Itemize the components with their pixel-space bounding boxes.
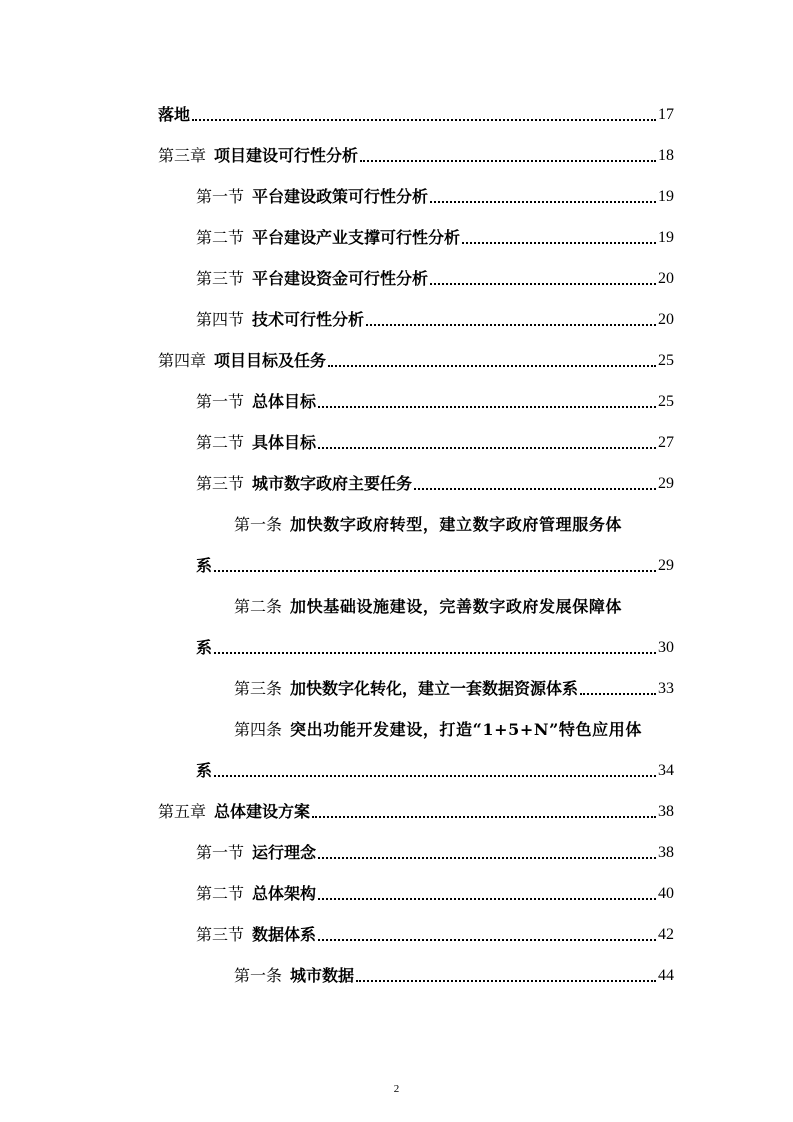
toc-entry-page: 19: [658, 188, 674, 205]
toc-entry[interactable]: [158, 867, 674, 908]
toc-dot-leader: [328, 365, 656, 367]
toc-entry-title: 系: [196, 556, 213, 575]
toc-dot-leader: [318, 898, 656, 900]
toc-entry-page: 42: [658, 926, 674, 943]
toc-entry-title: 平台建设资金可行性分析: [252, 269, 429, 288]
toc-dot-leader: [360, 160, 656, 162]
toc-dot-leader: [366, 324, 656, 326]
toc-entry[interactable]: [158, 539, 674, 580]
toc-entry-number: 第三章: [158, 146, 207, 165]
toc-entry[interactable]: [158, 908, 674, 949]
toc-entry[interactable]: [158, 580, 674, 621]
toc-entry[interactable]: [158, 703, 674, 744]
toc-entry-label: [158, 105, 190, 125]
toc-entry-page: 20: [658, 270, 674, 287]
toc-entry-number: 第二节: [196, 433, 245, 452]
toc-entry-label: [196, 228, 460, 248]
toc-entry-page: 40: [658, 885, 674, 902]
toc-entry-number: 第一条: [234, 515, 283, 534]
toc-entry[interactable]: [158, 416, 674, 457]
toc-entry[interactable]: [158, 785, 674, 826]
toc-entry-title: 加快数字化转化，建立一套数据资源体系: [290, 679, 579, 698]
toc-entry-page: 25: [658, 352, 674, 369]
toc-entry[interactable]: [158, 211, 674, 252]
toc-entry[interactable]: [158, 457, 674, 498]
toc-entry-page: 29: [658, 557, 674, 574]
toc-entry-title: 城市数字政府主要任务: [252, 474, 413, 493]
toc-entry[interactable]: [158, 621, 674, 662]
toc-entry-title: 突出功能开发建设，打造“1+5+N”特色应用体: [290, 720, 642, 739]
toc-dot-leader: [312, 816, 656, 818]
toc-entry-title: 城市数据: [290, 966, 355, 985]
toc-entry-label: [196, 269, 428, 289]
toc-entry-page: 18: [658, 147, 674, 164]
toc-dot-leader: [318, 939, 656, 941]
toc-entry[interactable]: [158, 744, 674, 785]
toc-entry-title: 总体建设方案: [214, 802, 311, 821]
toc-entry-page: 20: [658, 311, 674, 328]
toc-entry-label: [196, 884, 316, 904]
toc-dot-leader: [356, 980, 656, 982]
toc-entry[interactable]: [158, 252, 674, 293]
toc-entry-title: 数据体系: [252, 925, 317, 944]
toc-entry-number: 第二条: [234, 597, 283, 616]
toc-entry-title: 落地: [158, 105, 191, 124]
toc-entry-label: [234, 515, 622, 535]
toc-entry-label: [234, 720, 642, 740]
toc-entry-page: 44: [658, 967, 674, 984]
toc-entry-title: 平台建设产业支撑可行性分析: [252, 228, 461, 247]
toc-entry-title: 技术可行性分析: [252, 310, 365, 329]
toc-entry-label: [158, 351, 326, 371]
toc-entry-number: 第四章: [158, 351, 207, 370]
toc-entry-title: 项目目标及任务: [214, 351, 327, 370]
toc-entry-label: [158, 146, 358, 166]
toc-dot-leader: [214, 652, 656, 654]
toc-entry-label: [196, 310, 364, 330]
toc-entry-title: 系: [196, 761, 213, 780]
toc-entry[interactable]: [158, 170, 674, 211]
toc-entry-label: [234, 966, 354, 986]
toc-entry-page: 33: [658, 680, 674, 697]
toc-entry-page: 25: [658, 393, 674, 410]
toc-entry-number: 第一节: [196, 187, 245, 206]
table-of-contents: [158, 88, 674, 990]
toc-dot-leader: [318, 857, 656, 859]
toc-entry-number: 第一节: [196, 843, 245, 862]
toc-entry-label: [196, 556, 212, 576]
toc-dot-leader: [318, 447, 656, 449]
toc-entry[interactable]: [158, 498, 674, 539]
toc-entry[interactable]: [158, 949, 674, 990]
toc-dot-leader: [214, 570, 656, 572]
toc-entry[interactable]: [158, 662, 674, 703]
toc-entry-page: 29: [658, 475, 674, 492]
toc-entry-number: 第一条: [234, 966, 283, 985]
toc-entry-title: 运行理念: [252, 843, 317, 862]
toc-entry-title: 平台建设政策可行性分析: [252, 187, 429, 206]
toc-entry-number: 第三节: [196, 269, 245, 288]
toc-entry-label: [234, 597, 622, 617]
toc-entry-label: [196, 474, 412, 494]
toc-entry[interactable]: [158, 375, 674, 416]
toc-entry-number: 第三条: [234, 679, 283, 698]
toc-entry-title: 项目建设可行性分析: [214, 146, 359, 165]
toc-entry-number: 第二节: [196, 228, 245, 247]
toc-dot-leader: [430, 283, 656, 285]
toc-entry-title: 总体目标: [252, 392, 317, 411]
toc-entry-label: [196, 187, 428, 207]
toc-entry-number: 第五章: [158, 802, 207, 821]
toc-entry-number: 第一节: [196, 392, 245, 411]
toc-entry-label: [196, 761, 212, 781]
toc-entry-number: 第四节: [196, 310, 245, 329]
toc-entry-title: 具体目标: [252, 433, 317, 452]
toc-entry[interactable]: [158, 88, 674, 129]
toc-entry-page: 38: [658, 844, 674, 861]
toc-entry-page: 19: [658, 229, 674, 246]
toc-entry-label: [196, 925, 316, 945]
toc-dot-leader: [580, 693, 656, 695]
toc-entry-title: 总体架构: [252, 884, 317, 903]
toc-entry[interactable]: [158, 129, 674, 170]
toc-dot-leader: [462, 242, 656, 244]
toc-entry[interactable]: [158, 826, 674, 867]
toc-entry-label: [196, 392, 316, 412]
toc-entry-page: 30: [658, 639, 674, 656]
toc-entry-page: 38: [658, 803, 674, 820]
toc-entry-page: 27: [658, 434, 674, 451]
toc-entry-number: 第二节: [196, 884, 245, 903]
toc-entry[interactable]: [158, 293, 674, 334]
page-number: 2: [393, 1083, 400, 1095]
toc-entry-label: [196, 638, 212, 658]
toc-dot-leader: [318, 406, 656, 408]
toc-entry[interactable]: [158, 334, 674, 375]
toc-entry-number: 第三节: [196, 925, 245, 944]
toc-entry-label: [234, 679, 578, 699]
toc-entry-title: 系: [196, 638, 213, 657]
toc-entry-label: [158, 802, 310, 822]
toc-dot-leader: [430, 201, 656, 203]
toc-entry-label: [196, 433, 316, 453]
toc-entry-number: 第三节: [196, 474, 245, 493]
toc-entry-title: 加快基础设施建设，完善数字政府发展保障体: [290, 597, 623, 616]
toc-entry-page: 17: [658, 106, 674, 123]
toc-dot-leader: [192, 119, 656, 121]
toc-dot-leader: [414, 488, 656, 490]
toc-dot-leader: [214, 775, 656, 777]
toc-entry-label: [196, 843, 316, 863]
toc-entry-number: 第四条: [234, 720, 283, 739]
toc-entry-title: 加快数字政府转型，建立数字政府管理服务体: [290, 515, 623, 534]
toc-entry-page: 34: [658, 762, 674, 779]
